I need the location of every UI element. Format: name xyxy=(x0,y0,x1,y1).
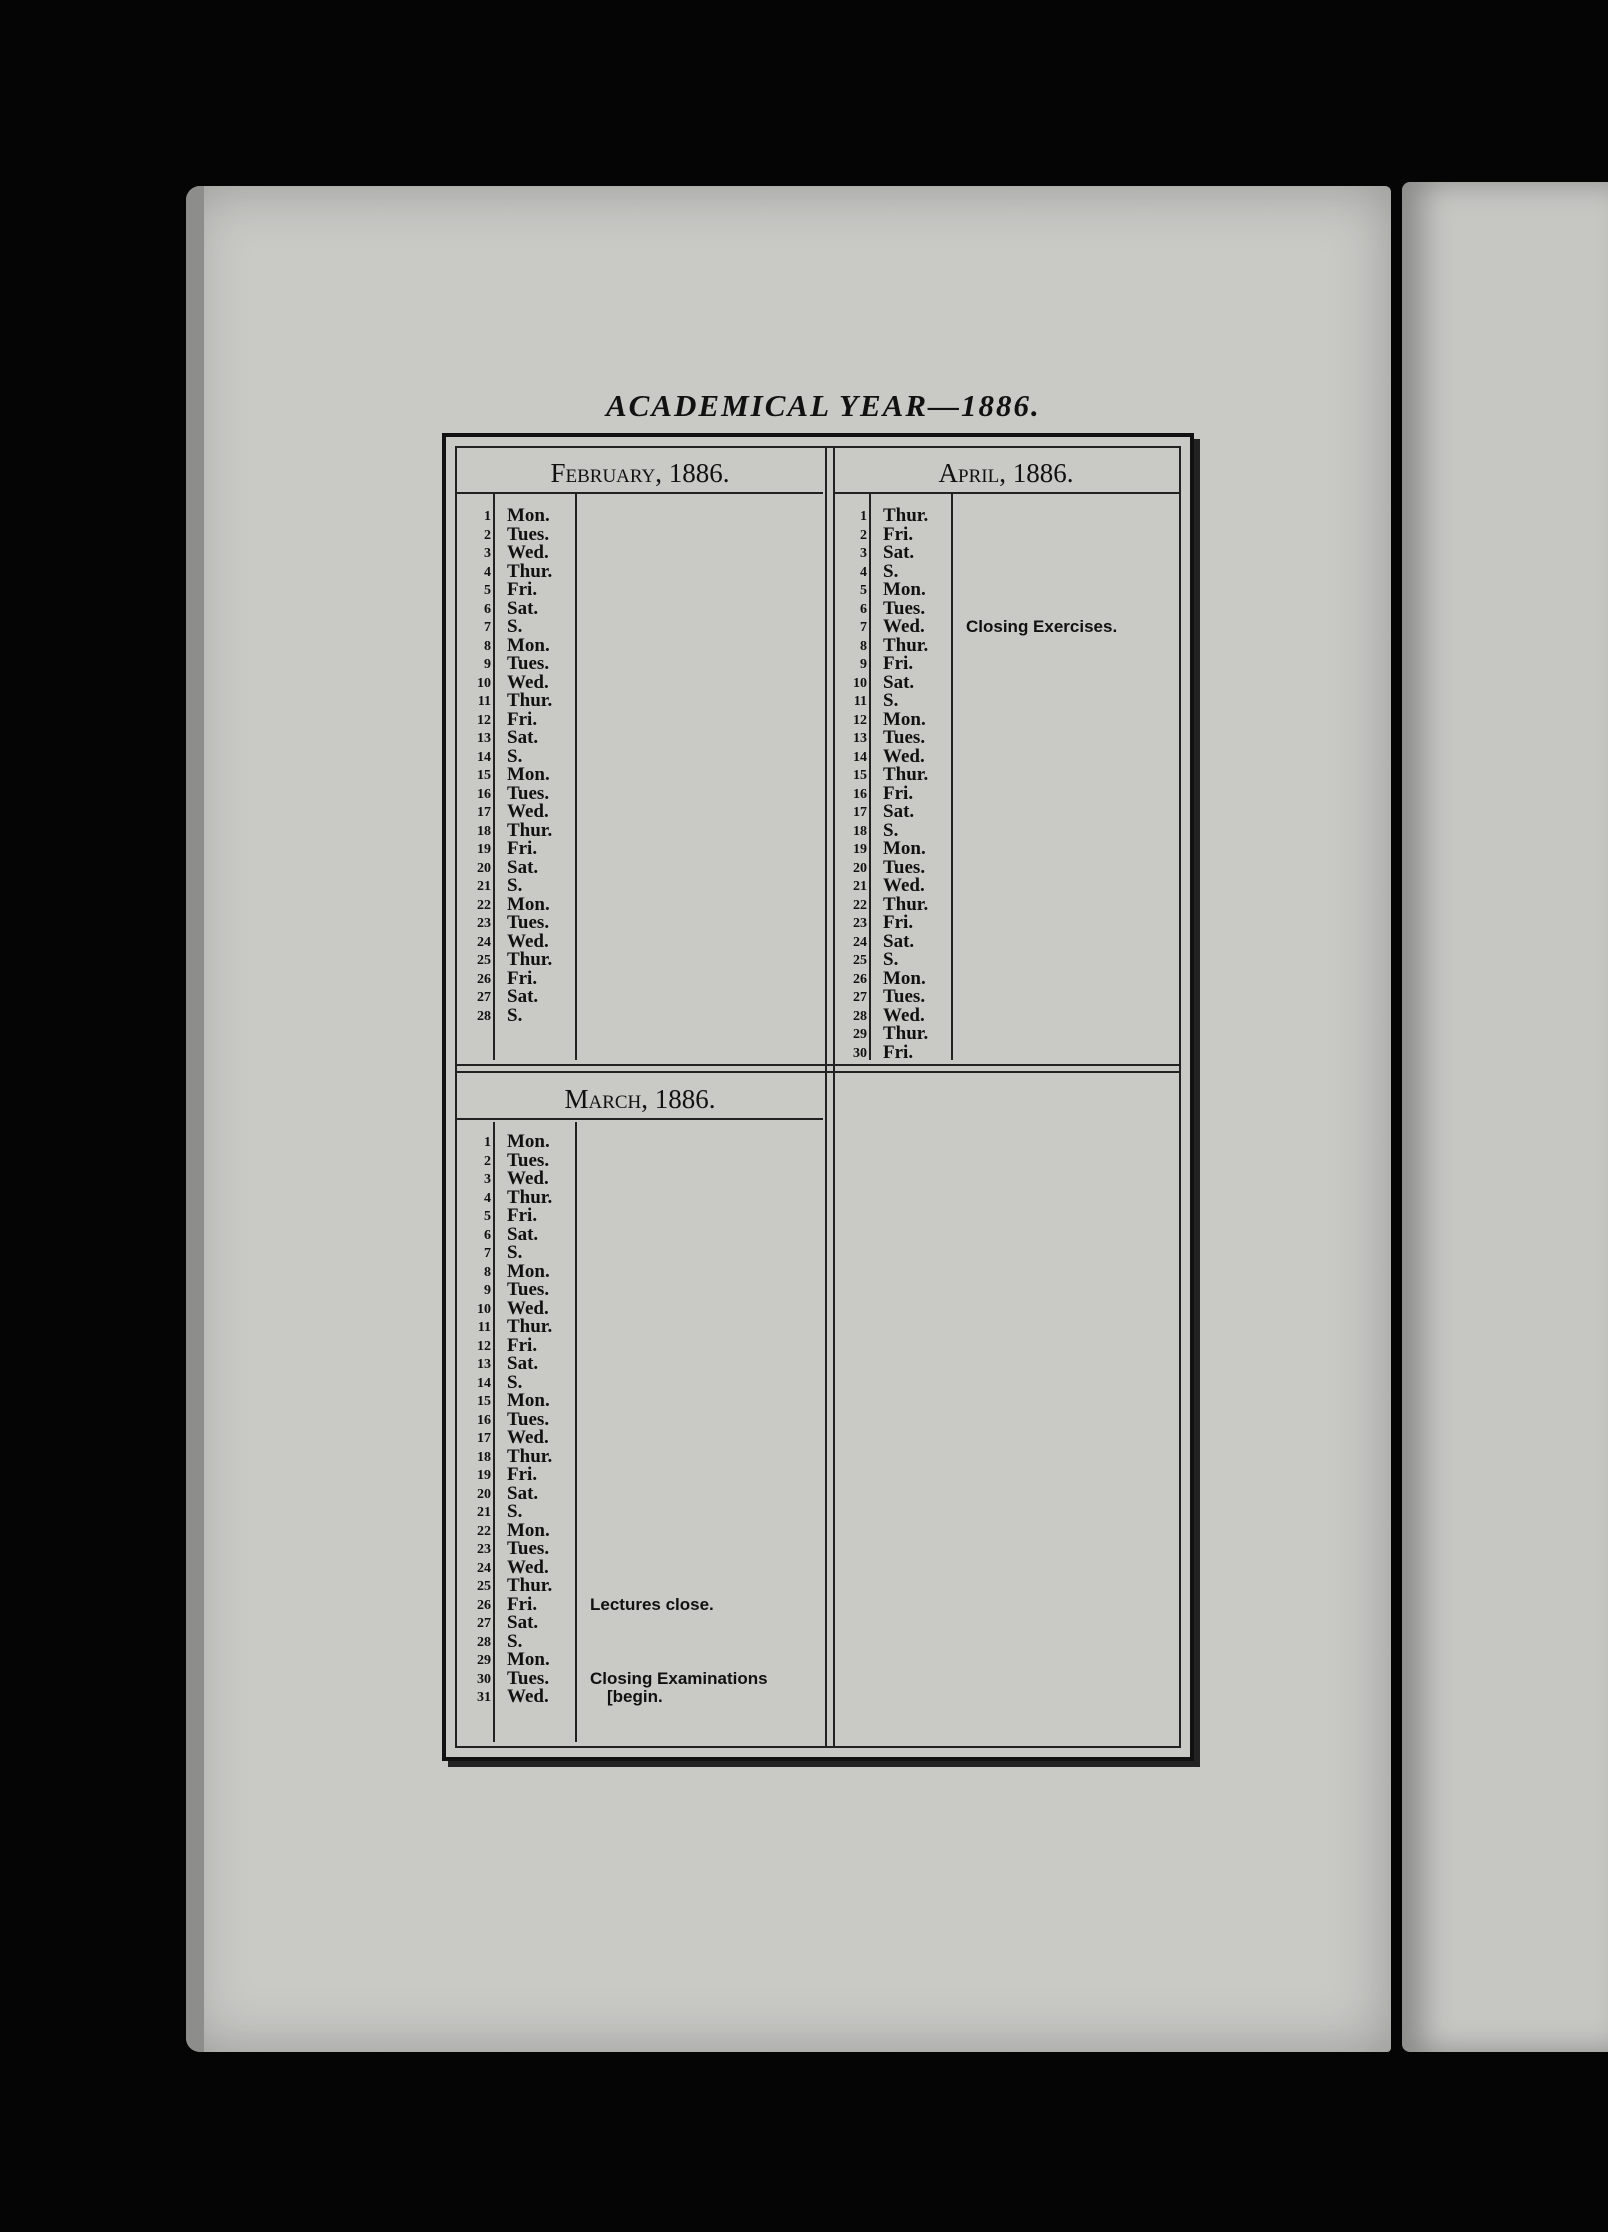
day-row xyxy=(457,636,823,655)
day-row xyxy=(457,1206,823,1225)
weekday: Wed. xyxy=(883,745,925,767)
day-row xyxy=(457,728,823,747)
day-number: 18 xyxy=(853,823,867,839)
day-row xyxy=(457,673,823,692)
day-row xyxy=(833,654,1179,673)
day-row xyxy=(457,654,823,673)
day-number: 19 xyxy=(853,842,867,857)
day-row xyxy=(457,1410,823,1429)
day-number: 13 xyxy=(477,731,491,746)
day-row xyxy=(457,1225,823,1244)
day-row xyxy=(833,747,1179,766)
weekday: Tues. xyxy=(507,653,550,674)
day-number: 17 xyxy=(477,1431,491,1446)
weekday: Mon. xyxy=(883,967,926,989)
weekday: Thur. xyxy=(507,1445,553,1467)
weekday: Tues. xyxy=(507,782,550,804)
day-row xyxy=(457,839,823,858)
day-number: 9 xyxy=(860,657,867,672)
weekday: Mon. xyxy=(507,1260,550,1282)
day-number: 9 xyxy=(484,657,491,672)
day-row xyxy=(457,1391,823,1410)
day-number: 16 xyxy=(477,1412,491,1428)
weekday: Fri. xyxy=(883,912,914,933)
weekday: Wed. xyxy=(507,1427,549,1448)
event-note: Closing Exercises. xyxy=(966,617,1118,636)
day-row xyxy=(457,1428,823,1447)
weekday: Thur. xyxy=(507,1186,553,1208)
day-row xyxy=(457,617,823,636)
day-number: 3 xyxy=(484,1172,491,1187)
day-number: 8 xyxy=(484,638,491,654)
day-row xyxy=(833,525,1179,544)
day-row xyxy=(457,876,823,895)
day-number: 31 xyxy=(477,1690,491,1705)
weekday: Tues. xyxy=(507,1149,550,1171)
weekday: Mon. xyxy=(507,1649,550,1670)
weekday: Mon. xyxy=(883,579,926,600)
weekday: Thur. xyxy=(883,1023,929,1044)
weekday: Mon. xyxy=(507,764,550,785)
day-row xyxy=(833,728,1179,747)
day-number: 22 xyxy=(853,897,867,913)
day-number: 26 xyxy=(477,971,491,987)
weekday: Mon. xyxy=(507,1131,550,1152)
day-number: 20 xyxy=(477,860,491,876)
day-number: 8 xyxy=(860,638,867,654)
weekday: Thur. xyxy=(507,819,553,841)
month-title: February, 1886. xyxy=(457,454,823,494)
day-row xyxy=(457,1169,823,1188)
day-row xyxy=(833,932,1179,951)
weekday: Sat. xyxy=(883,671,915,693)
weekday: Thur. xyxy=(883,893,929,915)
day-row xyxy=(457,1373,823,1392)
weekday: Mon. xyxy=(507,1519,550,1541)
day-number: 13 xyxy=(477,1357,491,1372)
day-number: 29 xyxy=(853,1027,867,1042)
day-row xyxy=(457,969,823,988)
day-number: 25 xyxy=(477,1579,491,1594)
day-row xyxy=(833,821,1179,840)
weekday: Tues. xyxy=(883,597,926,619)
day-number: 17 xyxy=(477,805,491,820)
day-number: 13 xyxy=(853,731,867,746)
weekday: Fri. xyxy=(507,708,538,730)
day-number: 21 xyxy=(477,879,491,894)
day-row xyxy=(457,1539,823,1558)
day-row xyxy=(457,1484,823,1503)
day-row xyxy=(457,506,823,525)
day-number: 20 xyxy=(477,1486,491,1502)
day-row xyxy=(833,543,1179,562)
weekday: Wed. xyxy=(507,671,549,693)
weekday: Sat. xyxy=(507,1223,539,1245)
weekday: Mon. xyxy=(507,634,550,656)
day-number: 24 xyxy=(477,934,491,950)
day-number: 29 xyxy=(477,1653,491,1668)
day-number: 25 xyxy=(477,953,491,968)
weekday: Thur. xyxy=(507,560,553,582)
calendar-inner xyxy=(455,446,1181,1748)
day-row xyxy=(457,1595,823,1614)
day-row xyxy=(833,580,1179,599)
day-number: 15 xyxy=(853,768,867,783)
day-list xyxy=(457,1132,823,1706)
weekday: Thur. xyxy=(883,505,929,526)
weekday: Wed. xyxy=(883,875,925,896)
event-note: Lectures close. xyxy=(590,1594,714,1614)
weekday: Fri. xyxy=(507,967,538,989)
weekday: Sat. xyxy=(507,727,539,748)
adjacent-page xyxy=(1402,182,1608,2052)
weekday: Fri. xyxy=(883,782,914,804)
day-row xyxy=(457,1280,823,1299)
day-number: 14 xyxy=(477,1375,491,1391)
day-number: 23 xyxy=(853,916,867,931)
day-row xyxy=(457,1243,823,1262)
event-note: Closing Examinations xyxy=(590,1668,768,1688)
weekday: Wed. xyxy=(507,1168,549,1189)
day-number: 6 xyxy=(484,1227,491,1243)
day-row xyxy=(457,1188,823,1207)
day-row xyxy=(457,821,823,840)
day-row xyxy=(457,1336,823,1355)
weekday: Fri. xyxy=(507,579,538,600)
weekday: Fri. xyxy=(507,1205,538,1226)
weekday: Sat. xyxy=(507,856,539,878)
weekday: Fri. xyxy=(883,523,914,545)
weekday: Thur. xyxy=(507,1575,553,1596)
day-row xyxy=(457,1006,823,1025)
weekday: Thur. xyxy=(883,764,929,785)
day-number: 27 xyxy=(853,990,867,1005)
day-row xyxy=(833,506,1179,525)
day-list xyxy=(457,506,823,1024)
day-number: 1 xyxy=(484,1135,491,1150)
weekday: Sat. xyxy=(507,1353,539,1374)
weekday: S. xyxy=(507,875,523,896)
day-number: 9 xyxy=(484,1283,491,1298)
day-row xyxy=(457,599,823,618)
day-row xyxy=(457,858,823,877)
day-row xyxy=(833,839,1179,858)
day-row xyxy=(457,1317,823,1336)
day-number: 28 xyxy=(477,1634,491,1650)
day-row xyxy=(457,932,823,951)
day-number: 12 xyxy=(477,712,491,728)
day-row xyxy=(457,1447,823,1466)
day-number: 22 xyxy=(477,897,491,913)
weekday: Mon. xyxy=(883,838,926,859)
day-number: 15 xyxy=(477,768,491,783)
day-row xyxy=(457,1262,823,1281)
day-number: 28 xyxy=(853,1008,867,1024)
page-edge xyxy=(186,186,204,2052)
day-row xyxy=(457,1354,823,1373)
day-number: 5 xyxy=(484,1209,491,1224)
weekday: Fri. xyxy=(883,653,914,674)
month-march xyxy=(457,1070,823,1750)
weekday: Fri. xyxy=(507,1593,538,1615)
day-row xyxy=(457,580,823,599)
day-number: 5 xyxy=(484,583,491,598)
event-note-continued: [begin. xyxy=(607,1687,663,1706)
day-number: 10 xyxy=(853,675,867,691)
day-row xyxy=(457,913,823,932)
weekday: Tues. xyxy=(507,912,550,933)
day-number: 11 xyxy=(477,1320,491,1335)
weekday: S. xyxy=(507,1004,523,1026)
day-row xyxy=(833,710,1179,729)
day-list xyxy=(833,506,1179,1061)
day-row xyxy=(833,1043,1179,1062)
day-number: 2 xyxy=(484,527,491,543)
day-number: 11 xyxy=(477,694,491,709)
weekday: S. xyxy=(507,745,523,767)
weekday: Wed. xyxy=(507,542,549,563)
weekday: Wed. xyxy=(883,1004,925,1026)
weekday: Wed. xyxy=(507,1556,549,1578)
weekday: Mon. xyxy=(507,893,550,915)
day-number: 18 xyxy=(477,1449,491,1465)
day-row xyxy=(457,1576,823,1595)
day-number: 24 xyxy=(853,934,867,950)
weekday: Tues. xyxy=(507,523,550,545)
day-row xyxy=(833,617,1179,636)
day-row xyxy=(833,673,1179,692)
day-row xyxy=(457,1521,823,1540)
day-row xyxy=(457,1132,823,1151)
weekday: Sat. xyxy=(507,1482,539,1504)
day-number: 2 xyxy=(860,527,867,543)
day-row xyxy=(457,1151,823,1170)
day-number: 14 xyxy=(853,749,867,765)
day-number: 6 xyxy=(484,601,491,617)
day-number: 10 xyxy=(477,675,491,691)
month-april xyxy=(833,448,1179,1064)
day-number: 1 xyxy=(484,509,491,524)
day-row xyxy=(457,525,823,544)
weekday: Fri. xyxy=(507,1464,538,1485)
weekday: Wed. xyxy=(507,930,549,952)
weekday: Thur. xyxy=(507,1316,553,1337)
day-row xyxy=(457,747,823,766)
weekday: Tues. xyxy=(507,1667,550,1689)
day-row xyxy=(833,599,1179,618)
weekday: Mon. xyxy=(883,708,926,730)
day-number: 26 xyxy=(477,1597,491,1613)
day-number: 12 xyxy=(477,1338,491,1354)
day-number: 18 xyxy=(477,823,491,839)
day-number: 1 xyxy=(860,509,867,524)
day-number: 22 xyxy=(477,1523,491,1539)
day-row xyxy=(833,858,1179,877)
day-row xyxy=(833,765,1179,784)
month-title: March, 1886. xyxy=(457,1080,823,1120)
day-row xyxy=(833,691,1179,710)
day-row xyxy=(457,562,823,581)
weekday: Thur. xyxy=(507,949,553,970)
day-number: 14 xyxy=(477,749,491,765)
day-number: 23 xyxy=(477,1542,491,1557)
weekday: Tues. xyxy=(883,727,926,748)
day-number: 24 xyxy=(477,1560,491,1576)
day-row xyxy=(457,802,823,821)
day-row xyxy=(457,1687,823,1706)
month-title: April, 1886. xyxy=(833,454,1179,494)
day-number: 21 xyxy=(853,879,867,894)
day-row xyxy=(833,784,1179,803)
weekday: Tues. xyxy=(883,986,926,1007)
weekday: Sat. xyxy=(883,930,915,952)
day-row xyxy=(457,1465,823,1484)
day-row xyxy=(457,1632,823,1651)
day-number: 28 xyxy=(477,1008,491,1024)
day-number: 4 xyxy=(484,564,491,580)
weekday: S. xyxy=(883,819,899,841)
day-number: 2 xyxy=(484,1153,491,1169)
day-number: 3 xyxy=(484,546,491,561)
day-row xyxy=(833,1024,1179,1043)
day-row xyxy=(457,1613,823,1632)
weekday: Tues. xyxy=(507,1279,550,1300)
day-number: 27 xyxy=(477,1616,491,1631)
day-number: 17 xyxy=(853,805,867,820)
weekday: S. xyxy=(883,690,899,711)
day-row xyxy=(833,913,1179,932)
day-row xyxy=(833,969,1179,988)
weekday: Thur. xyxy=(507,690,553,711)
day-number: 4 xyxy=(484,1190,491,1206)
day-number: 20 xyxy=(853,860,867,876)
weekday: S. xyxy=(507,1242,523,1263)
day-number: 16 xyxy=(477,786,491,802)
day-row xyxy=(457,1502,823,1521)
weekday: Tues. xyxy=(507,1538,550,1559)
weekday: S. xyxy=(507,1630,523,1652)
day-number: 27 xyxy=(477,990,491,1005)
weekday: Thur. xyxy=(883,634,929,656)
weekday: Fri. xyxy=(507,838,538,859)
weekday: Wed. xyxy=(507,801,549,822)
day-row xyxy=(457,987,823,1006)
day-number: 26 xyxy=(853,971,867,987)
weekday: Wed. xyxy=(507,1686,549,1707)
weekday: Sat. xyxy=(507,986,539,1007)
weekday: Tues. xyxy=(883,856,926,878)
day-number: 19 xyxy=(477,1468,491,1483)
day-number: 7 xyxy=(484,620,491,635)
day-number: 5 xyxy=(860,583,867,598)
day-number: 25 xyxy=(853,953,867,968)
weekday: S. xyxy=(507,1371,523,1393)
day-number: 23 xyxy=(477,916,491,931)
weekday: S. xyxy=(507,616,523,637)
weekday: Sat. xyxy=(883,801,915,822)
day-row xyxy=(457,765,823,784)
day-row xyxy=(457,543,823,562)
weekday: Fri. xyxy=(507,1334,538,1356)
day-row xyxy=(457,710,823,729)
weekday: Wed. xyxy=(883,616,925,637)
weekday: S. xyxy=(883,949,899,970)
day-number: 7 xyxy=(860,620,867,635)
calendar-frame xyxy=(442,433,1194,1761)
day-number: 3 xyxy=(860,546,867,561)
weekday: Sat. xyxy=(507,1612,539,1633)
weekday: Tues. xyxy=(507,1408,550,1430)
day-row xyxy=(833,950,1179,969)
weekday: S. xyxy=(507,1501,523,1522)
day-number: 6 xyxy=(860,601,867,617)
day-row xyxy=(457,895,823,914)
day-row xyxy=(833,1006,1179,1025)
day-number: 11 xyxy=(853,694,867,709)
weekday: Mon. xyxy=(507,505,550,526)
day-number: 30 xyxy=(477,1671,491,1687)
weekday: S. xyxy=(883,560,899,582)
weekday: Sat. xyxy=(507,597,539,619)
day-row xyxy=(833,562,1179,581)
day-number: 30 xyxy=(853,1045,867,1061)
page-title: ACADEMICAL YEAR—1886. xyxy=(606,388,1041,423)
day-number: 8 xyxy=(484,1264,491,1280)
weekday: Mon. xyxy=(507,1390,550,1411)
day-row xyxy=(457,1558,823,1577)
weekday: Sat. xyxy=(883,542,915,563)
day-number: 10 xyxy=(477,1301,491,1317)
day-row xyxy=(457,691,823,710)
weekday: Wed. xyxy=(507,1297,549,1319)
day-number: 16 xyxy=(853,786,867,802)
day-number: 15 xyxy=(477,1394,491,1409)
day-row xyxy=(833,876,1179,895)
month-february xyxy=(457,448,823,1064)
day-row xyxy=(457,1299,823,1318)
day-number: 4 xyxy=(860,564,867,580)
day-row xyxy=(457,1669,823,1688)
day-row xyxy=(833,802,1179,821)
day-row xyxy=(833,987,1179,1006)
day-row xyxy=(457,784,823,803)
day-row xyxy=(457,950,823,969)
day-number: 19 xyxy=(477,842,491,857)
day-row xyxy=(457,1650,823,1669)
day-number: 21 xyxy=(477,1505,491,1520)
day-number: 12 xyxy=(853,712,867,728)
day-row xyxy=(833,895,1179,914)
day-number: 7 xyxy=(484,1246,491,1261)
day-row xyxy=(833,636,1179,655)
weekday: Fri. xyxy=(883,1041,914,1063)
